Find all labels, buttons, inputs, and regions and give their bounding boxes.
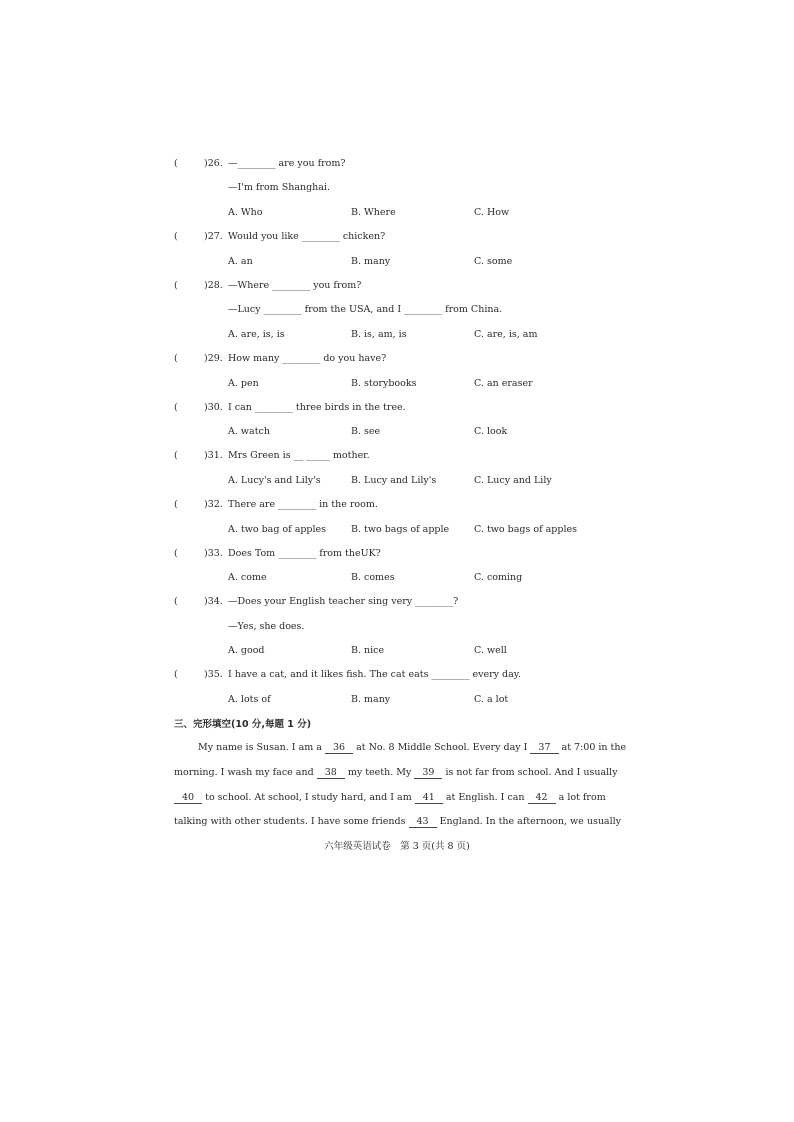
option-30-b[interactable]: B. see — [351, 426, 381, 437]
option-33-c[interactable]: C. coming — [474, 572, 523, 583]
cloze-text: is not far from school. And I usually — [445, 767, 618, 778]
question-number: )31. — [204, 450, 223, 461]
paren-open: ( — [174, 548, 178, 559]
cloze-blank-39[interactable]: 39 — [414, 768, 442, 779]
cloze-line-1 — [198, 742, 626, 754]
option-28-a[interactable]: A. are, is, is — [228, 329, 285, 340]
option-32-b[interactable]: B. two bags of apple — [351, 524, 450, 535]
paren-open: ( — [174, 450, 178, 461]
paren-open: ( — [174, 596, 178, 607]
question-text-29: How many ________ do you have? — [228, 353, 387, 364]
question-number: )33. — [204, 548, 223, 559]
cloze-text: my teeth. My — [347, 767, 412, 778]
cloze-line-4 — [174, 816, 621, 828]
question-sub-26: —I'm from Shanghai. — [228, 182, 331, 193]
section-title-cloze: 三、完形填空(10 分,每题 1 分) — [174, 719, 312, 730]
question-text-34: —Does your English teacher sing very ________? — [228, 596, 459, 607]
option-28-b[interactable]: B. is, am, is — [351, 329, 407, 340]
paren-open: ( — [174, 499, 178, 510]
question-sub-28: —Lucy ________ from the USA, and I ________ from China. — [228, 304, 503, 315]
option-35-a[interactable]: A. lots of — [228, 694, 271, 705]
option-28-c[interactable]: C. are, is, am — [474, 329, 538, 340]
question-number: )29. — [204, 353, 223, 364]
question-sub-34: —Yes, she does. — [228, 621, 305, 632]
cloze-blank-38[interactable]: 38 — [317, 768, 345, 779]
page-footer: 六年级英语试卷 第 3 页(共 8 页) — [324, 841, 470, 852]
question-number: )27. — [204, 231, 223, 242]
cloze-text: at English. I can — [445, 792, 525, 803]
option-32-c[interactable]: C. two bags of apples — [474, 524, 577, 535]
question-text-28: —Where ________ you from? — [228, 280, 362, 291]
option-26-b[interactable]: B. Where — [351, 207, 396, 218]
question-number: )26. — [204, 158, 223, 169]
cloze-line-2 — [174, 767, 618, 779]
question-text-33: Does Tom ________ from theUK? — [228, 548, 381, 559]
option-31-b[interactable]: B. Lucy and Lily's — [351, 475, 437, 486]
cloze-text: morning. I wash my face and — [174, 767, 314, 778]
question-number: )34. — [204, 596, 223, 607]
option-34-a[interactable]: A. good — [228, 645, 265, 656]
option-26-a[interactable]: A. Who — [228, 207, 263, 218]
cloze-text: My name is Susan. I am a — [198, 742, 322, 753]
question-text-26: —________ are you from? — [228, 158, 346, 169]
cloze-line-3 — [174, 792, 606, 804]
question-text-35: I have a cat, and it likes fish. The cat eats ________ every day. — [228, 669, 521, 680]
option-34-b[interactable]: B. nice — [351, 645, 385, 656]
cloze-text: talking with other students. I have some friends — [174, 816, 406, 827]
option-27-a[interactable]: A. an — [228, 256, 253, 267]
question-text-30: I can ________ three birds in the tree. — [228, 402, 406, 413]
option-35-c[interactable]: C. a lot — [474, 694, 509, 705]
paren-open: ( — [174, 231, 178, 242]
paren-open: ( — [174, 280, 178, 291]
cloze-text: to school. At school, I study hard, and I am — [205, 792, 412, 803]
option-31-a[interactable]: A. Lucy's and Lily's — [228, 475, 321, 486]
cloze-blank-42[interactable]: 42 — [528, 793, 556, 804]
question-text-31: Mrs Green is __ _____ mother. — [228, 450, 370, 461]
question-number: )30. — [204, 402, 223, 413]
option-26-c[interactable]: C. How — [474, 207, 510, 218]
cloze-text: England. In the afternoon, we usually — [439, 816, 622, 827]
option-33-a[interactable]: A. come — [228, 572, 267, 583]
option-30-c[interactable]: C. look — [474, 426, 508, 437]
option-29-c[interactable]: C. an eraser — [474, 378, 533, 389]
option-30-a[interactable]: A. watch — [228, 426, 270, 437]
cloze-text: at No. 8 Middle School. Every day I — [356, 742, 528, 753]
cloze-blank-36[interactable]: 36 — [325, 743, 353, 754]
paren-open: ( — [174, 669, 178, 680]
cloze-text: at 7:00 in the — [561, 742, 627, 753]
option-29-b[interactable]: B. storybooks — [351, 378, 417, 389]
option-33-b[interactable]: B. comes — [351, 572, 395, 583]
question-number: )28. — [204, 280, 223, 291]
paren-open: ( — [174, 402, 178, 413]
paren-open: ( — [174, 158, 178, 169]
paren-open: ( — [174, 353, 178, 364]
cloze-text: a lot from — [558, 792, 606, 803]
option-29-a[interactable]: A. pen — [228, 378, 259, 389]
question-text-27: Would you like ________ chicken? — [228, 231, 386, 242]
cloze-blank-40[interactable]: 40 — [174, 793, 202, 804]
cloze-blank-41[interactable]: 41 — [415, 793, 443, 804]
option-31-c[interactable]: C. Lucy and Lily — [474, 475, 552, 486]
question-text-32: There are ________ in the room. — [228, 499, 378, 510]
cloze-blank-37[interactable]: 37 — [530, 743, 558, 754]
option-34-c[interactable]: C. well — [474, 645, 507, 656]
option-32-a[interactable]: A. two bag of apples — [228, 524, 327, 535]
question-number: )35. — [204, 669, 223, 680]
option-27-b[interactable]: B. many — [351, 256, 391, 267]
question-number: )32. — [204, 499, 223, 510]
option-27-c[interactable]: C. some — [474, 256, 513, 267]
option-35-b[interactable]: B. many — [351, 694, 391, 705]
cloze-blank-43[interactable]: 43 — [409, 817, 437, 828]
